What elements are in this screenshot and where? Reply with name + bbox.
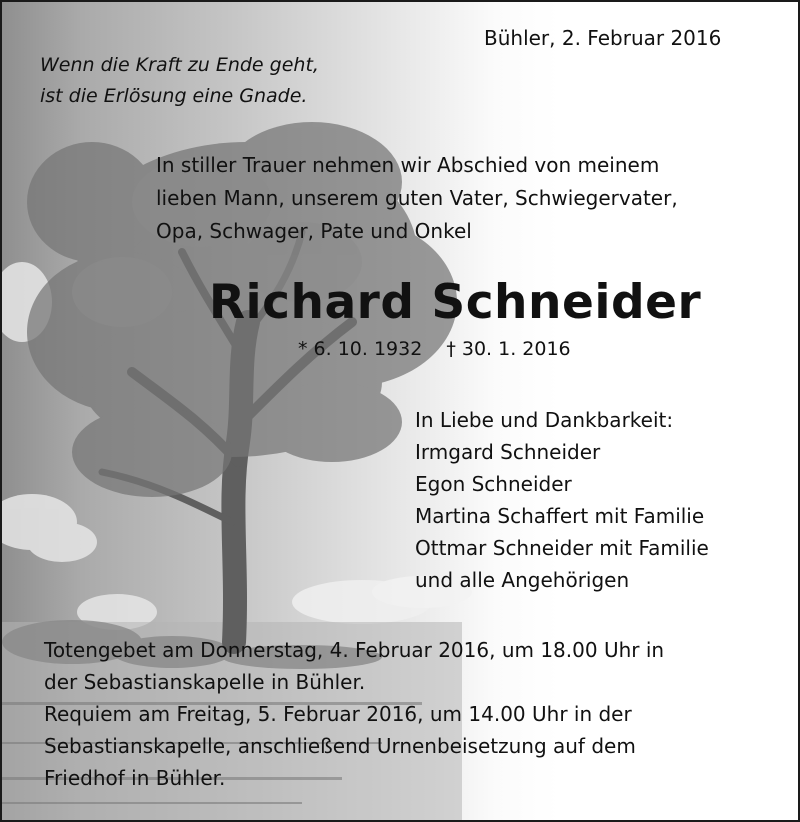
mourner-name: und alle Angehörigen — [415, 568, 630, 592]
motto-line: ist die Erlösung eine Gnade. — [40, 85, 308, 107]
mourner-name: Martina Schaffert mit Familie — [415, 504, 705, 528]
funeral-services-info — [44, 634, 664, 794]
mourners-list — [415, 404, 709, 596]
motto-verse — [40, 50, 319, 112]
services-line: der Sebastianskapelle in Bühler. — [44, 670, 366, 694]
services-line: Friedhof in Bühler. — [44, 766, 226, 790]
mourner-name: Ottmar Schneider mit Familie — [415, 536, 709, 560]
services-line: Requiem am Freitag, 5. Februar 2016, um 14.00 Uhr in der — [44, 702, 632, 726]
birth-date: * 6. 10. 1932 — [298, 338, 423, 360]
mourner-name: Egon Schneider — [415, 472, 572, 496]
services-line: Sebastianskapelle, anschließend Urnenbeisetzung auf dem — [44, 734, 636, 758]
mourners-heading: In Liebe und Dankbarkeit: — [415, 408, 674, 432]
services-line: Totengebet am Donnerstag, 4. Februar 2016, um 18.00 Uhr in — [44, 638, 665, 662]
intro-line: lieben Mann, unserem guten Vater, Schwiegervater, — [156, 186, 678, 210]
motto-line: Wenn die Kraft zu Ende geht, — [40, 54, 319, 76]
deceased-name: Richard Schneider — [208, 275, 702, 330]
mourner-name: Irmgard Schneider — [415, 440, 601, 464]
mourning-intro-text — [156, 149, 678, 248]
life-dates — [298, 338, 571, 360]
place-and-date: Bühler, 2. Februar 2016 — [484, 26, 722, 50]
death-date: † 30. 1. 2016 — [446, 338, 571, 360]
intro-line: Opa, Schwager, Pate und Onkel — [156, 219, 472, 243]
intro-line: In stiller Trauer nehmen wir Abschied von meinem — [156, 153, 660, 177]
